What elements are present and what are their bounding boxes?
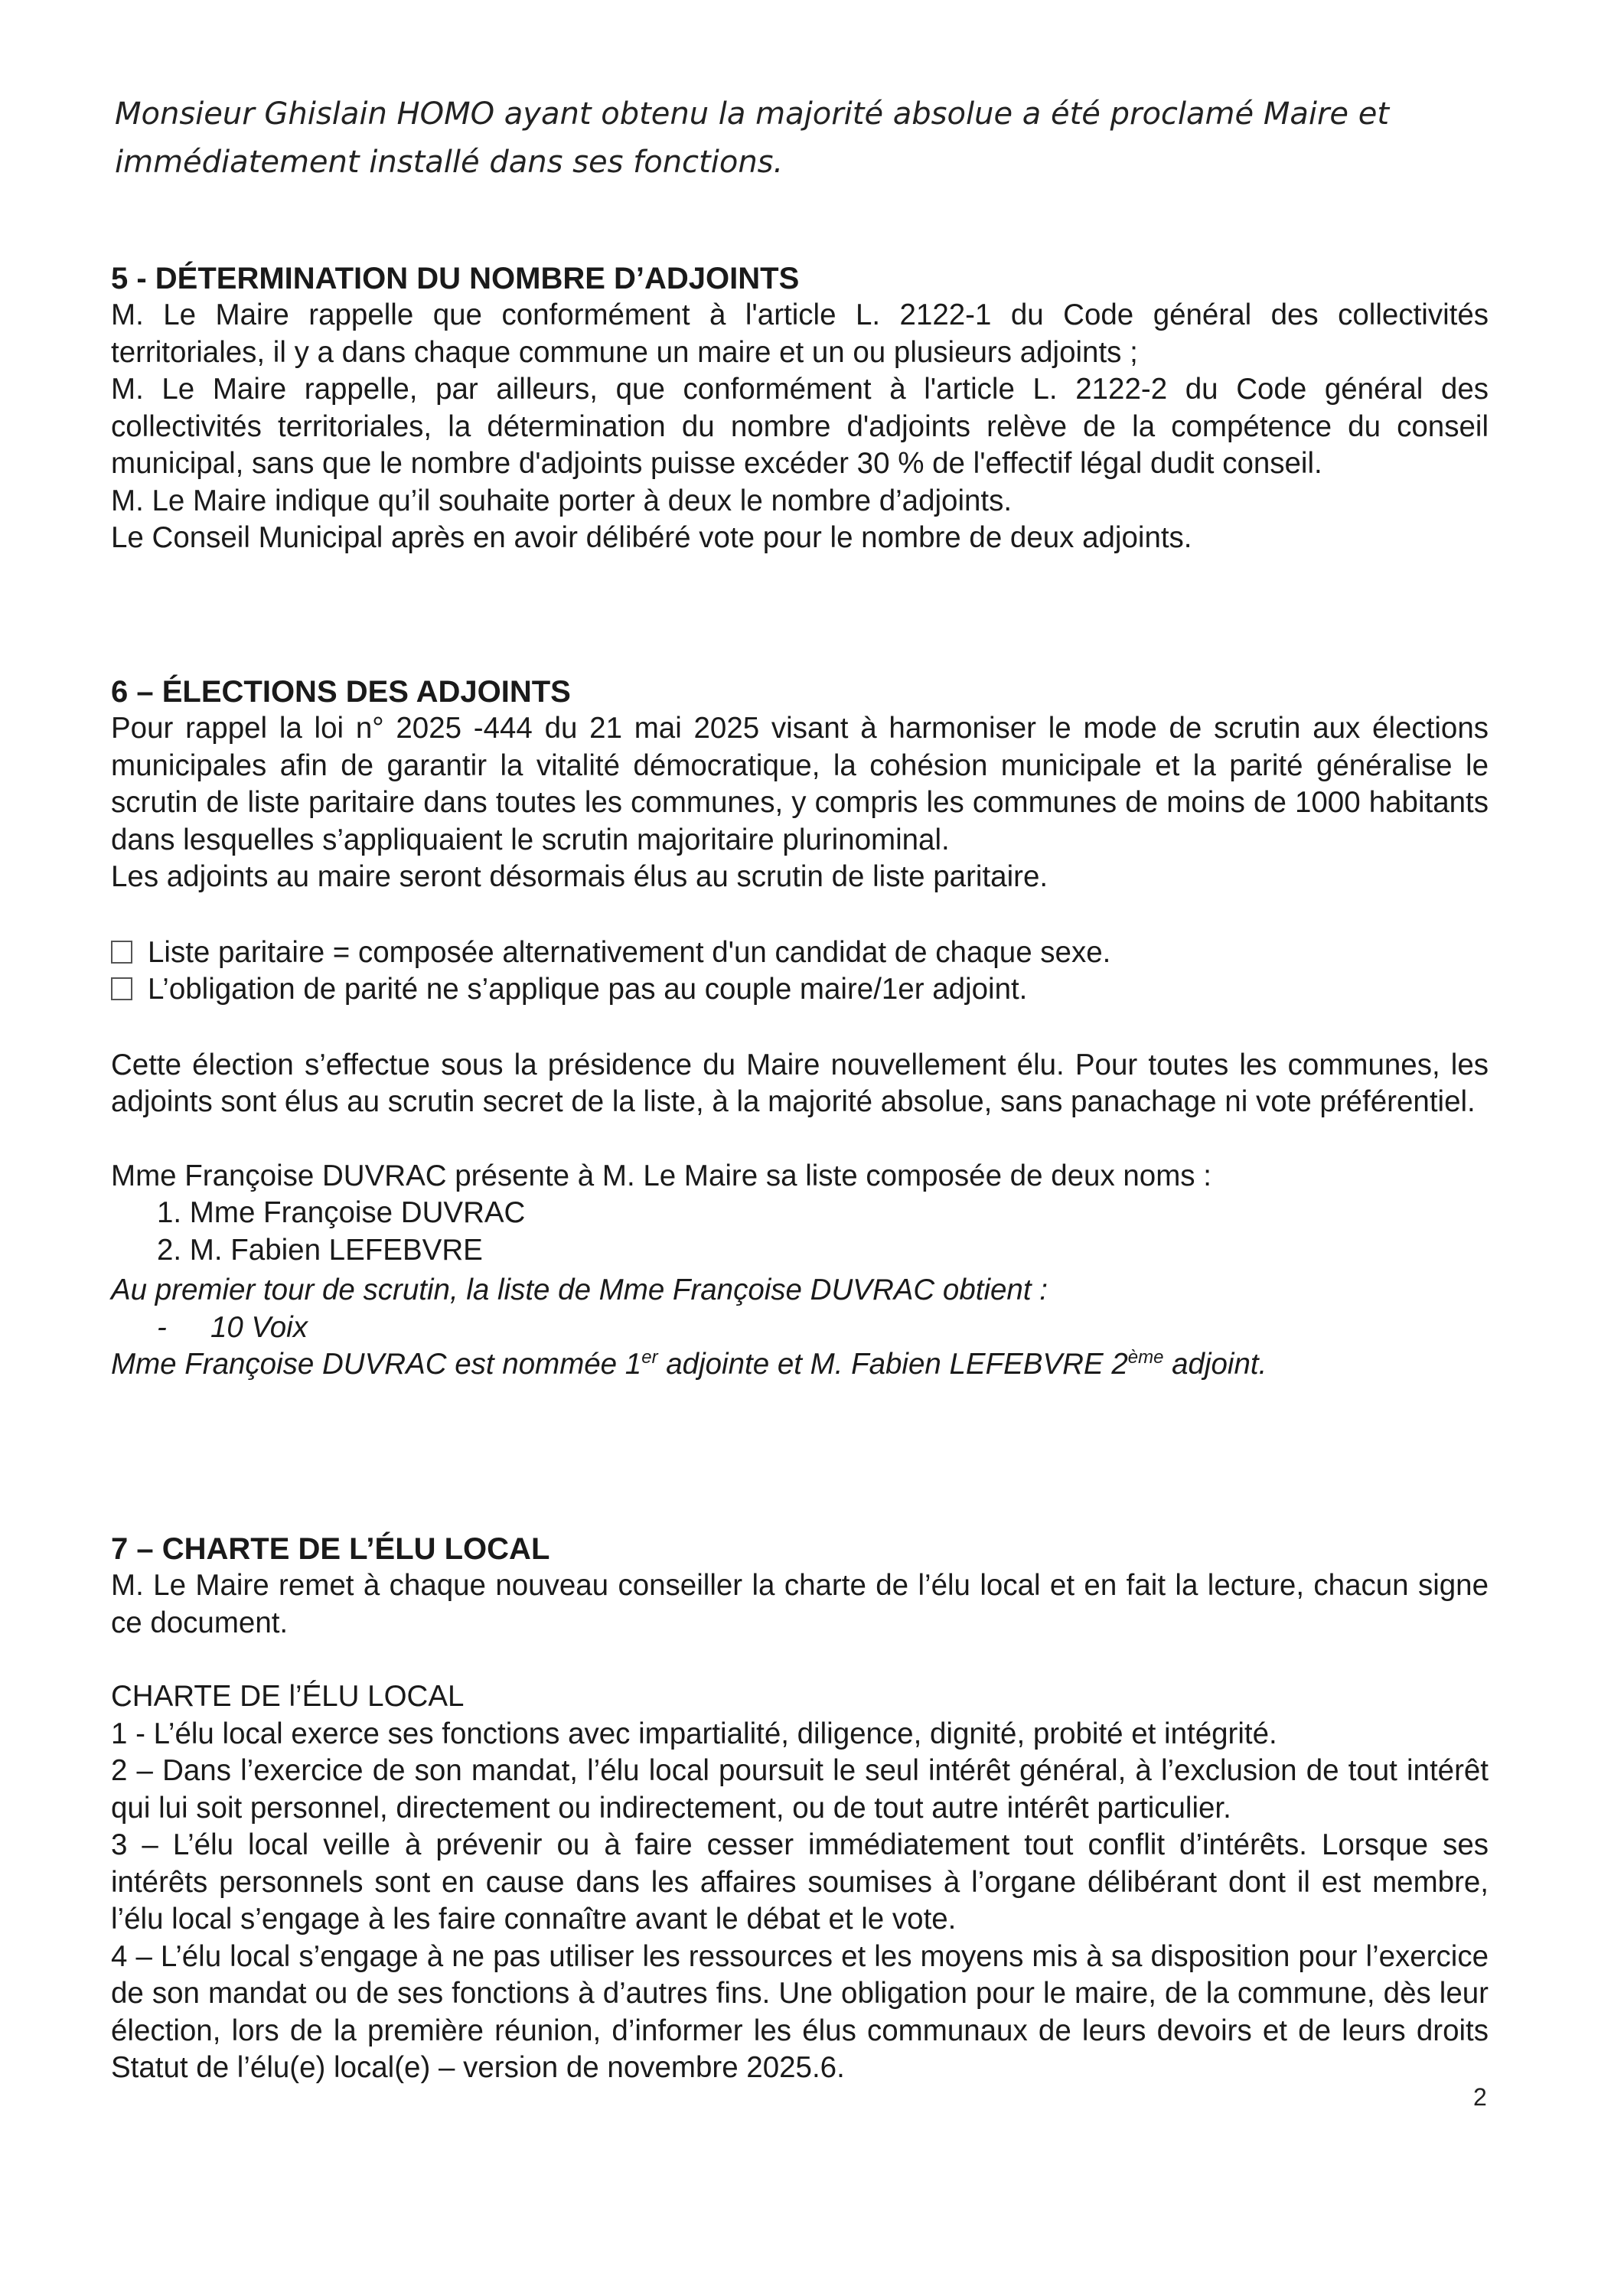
checkbox-item: L’obligation de parité ne s’applique pas au couple maire/1er adjoint. [111, 971, 1489, 1009]
section-6-paragraph: Pour rappel la loi n° 2025 -444 du 21 mai 2025 visant à harmoniser le mode de scrutin aux élections municipales afin de garantir la vitalité démocratique, la cohésion municipale et la parité généralise le scrutin de liste paritaire dans toutes les communes, y compris les communes de moins de 1000 habitants dans lesquelles s’appliquaient le scrutin majoritaire plurinominal. [111, 712, 1489, 856]
section-6-paragraph: Les adjoints au maire seront désormais élus au scrutin de liste paritaire. [111, 860, 1048, 893]
section-6-title: 6 – ÉLECTIONS DES ADJOINTS [111, 675, 571, 709]
section-6 [111, 673, 1489, 1383]
section-7 [111, 1531, 1489, 2087]
section-5-paragraph: Le Conseil Municipal après en avoir délibéré vote pour le nombre de deux adjoints. [111, 521, 1192, 554]
checkbox-icon [111, 941, 132, 964]
section-5-paragraph: M. Le Maire indique qu’il souhaite porter à deux le nombre d’adjoints. [111, 484, 1013, 517]
checkbox-icon [111, 977, 132, 1000]
section-5 [111, 260, 1489, 557]
vote-count: - 10 Voix [157, 1310, 308, 1344]
page-number: 2 [1473, 2083, 1487, 2111]
section-7-paragraph: M. Le Maire remet à chaque nouveau conseiller la charte de l’élu local et en fait la lecture, chacun signe ce document. [111, 1569, 1489, 1639]
section-5-title: 5 - DÉTERMINATION DU NOMBRE D’ADJOINTS [111, 262, 800, 295]
vote-result-intro: Au premier tour de scrutin, la liste de Mme Françoise DUVRAC obtient : [111, 1274, 1048, 1306]
mayor-proclamation: Monsieur Ghislain HOMO ayant obtenu la majorité absolue a été proclamé Maire et immédiatement installé dans ses fonctions. [115, 96, 1390, 180]
charter-item: 2 – Dans l’exercice de son mandat, l’élu local poursuit le seul intérêt général, à l’exclusion de tout intérêt qui lui soit personnel, directement ou indirectement, ou de tout autre intérêt particulier. [111, 1754, 1489, 1825]
checkbox-item: Liste paritaire = composée alternativement d'un candidat de chaque sexe. [111, 934, 1489, 972]
section-6-paragraph: Mme Françoise DUVRAC présente à M. Le Maire sa liste composée de deux noms : [111, 1159, 1211, 1192]
candidate-list [111, 1195, 1489, 1269]
section-5-paragraph: M. Le Maire rappelle que conformément à l'article L. 2122-1 du Code général des collectivités territoriales, il y a dans chaque commune un maire et un ou plusieurs adjoints ; [111, 298, 1489, 369]
section-6-paragraph: Cette élection s’effectue sous la présidence du Maire nouvellement élu. Pour toutes les communes, les adjoints sont élus au scrutin secret de la liste, à la majorité absolue, sans panachage ni vote préférentiel. [111, 1048, 1489, 1118]
charter-item: 3 – L’élu local veille à prévenir ou à faire cesser immédiatement tout conflit d’intérêts. Lorsque ses intérêts personnels sont en cause dans les affaires soumises à l’organe délibérant dont il est membre, l’élu local s’engage à les faire connaître avant le débat et le vote. [111, 1828, 1489, 1936]
section-5-paragraph: M. Le Maire rappelle, par ailleurs, que conformément à l'article L. 2122-2 du Code général des collectivités territoriales, la détermination du nombre d'adjoints relève de la compétence du conseil municipal, sans que le nombre d'adjoints puisse excéder 30 % de l'effectif légal dudit conseil. [111, 373, 1489, 480]
charter-item: 1 - L’élu local exerce ses fonctions avec impartialité, diligence, dignité, probité et intégrité. [111, 1717, 1277, 1750]
list-item: 1. Mme Françoise DUVRAC [157, 1196, 526, 1229]
list-item: 2. M. Fabien LEFEBVRE [157, 1233, 483, 1267]
charter-title: CHARTE DE l’ÉLU LOCAL [111, 1680, 465, 1713]
section-7-title: 7 – CHARTE DE L’ÉLU LOCAL [111, 1532, 550, 1566]
charter-item: 4 – L’élu local s’engage à ne pas utiliser les ressources et les moyens mis à sa disposition pour l’exercice de son mandat ou de ses fonctions à d’autres fins. Une obligation pour le maire, de la commune, dès leur élection, lors de la première réunion, d’informer les élus communaux de leurs devoirs et de leurs droits Statut de l’élu(e) local(e) – version de novembre 2025.6. [111, 1939, 1489, 2084]
election-result: Mme Françoise DUVRAC est nommée 1er adjointe et M. Fabien LEFEBVRE 2ème adjoint. [111, 1346, 1267, 1381]
